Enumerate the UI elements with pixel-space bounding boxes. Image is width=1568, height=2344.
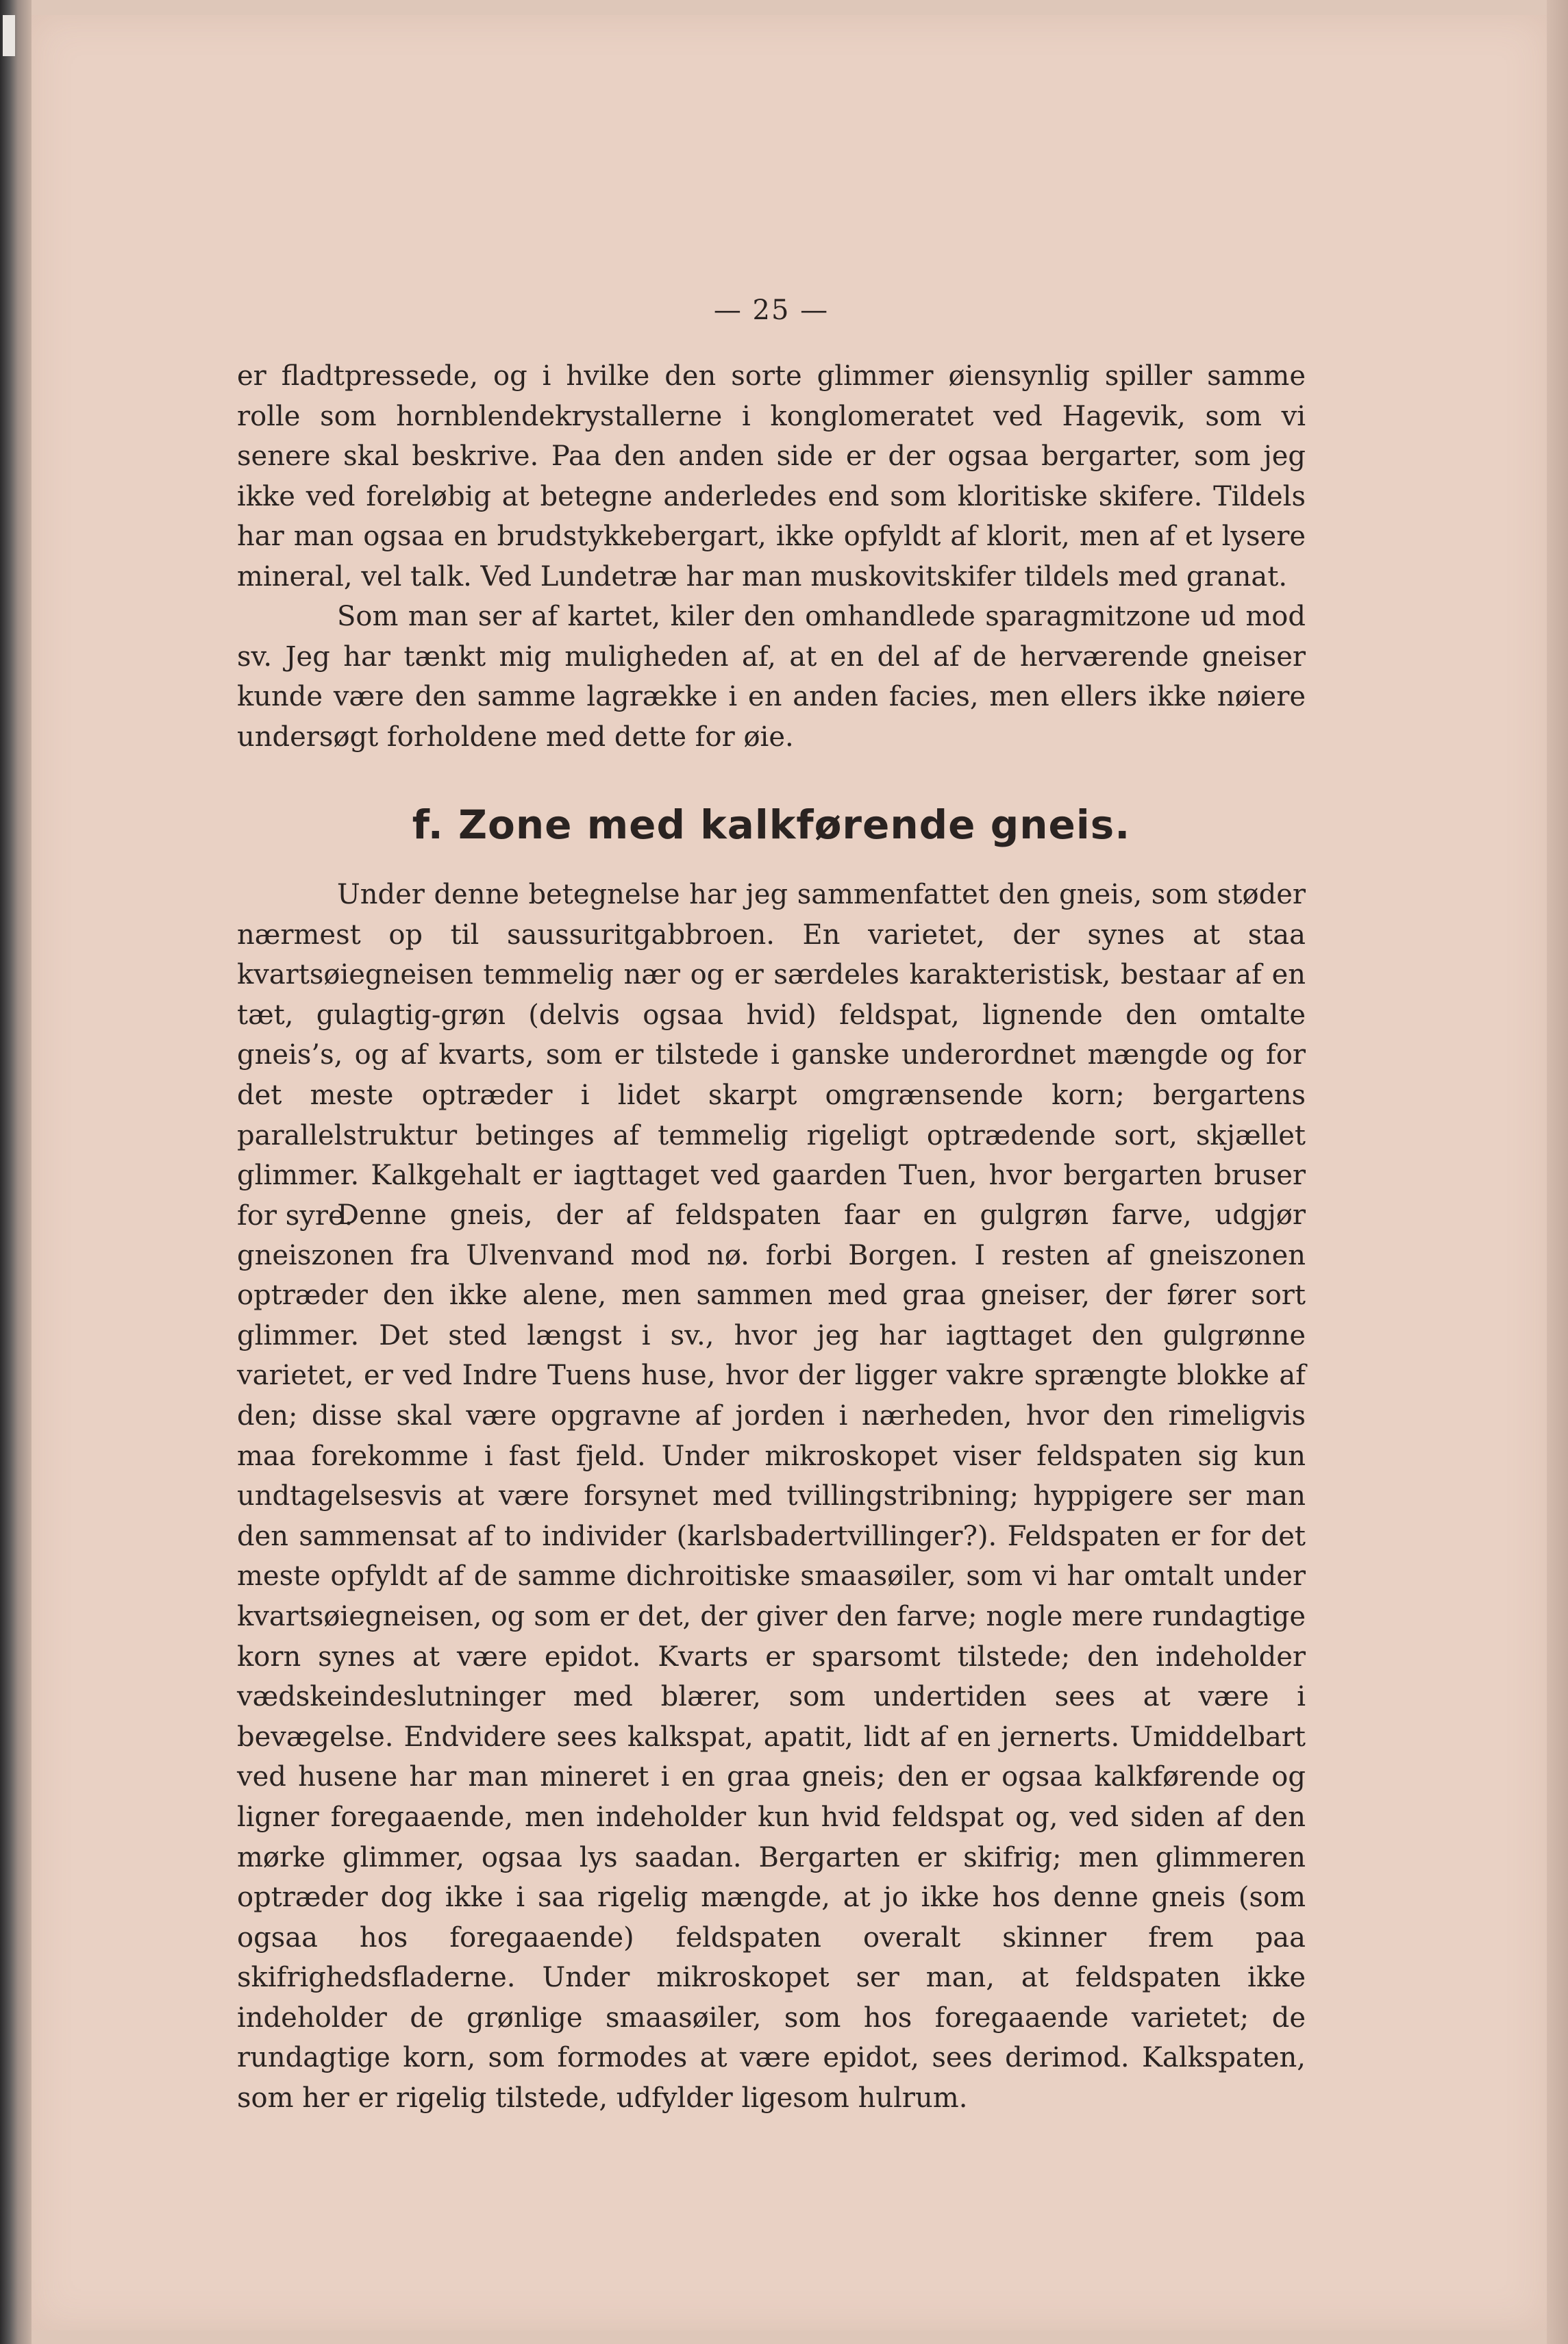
paragraph-gneis: Denne gneis, der af feldspaten faar en gulgrøn farve, udgjør gneiszonen fra Ulvenvand mod nø. forbi Borgen. I resten af gneiszonen optræder den ikke alene, men sammen med graa gneiser, der fører sort glimmer. Det sted længst i sv., hvor jeg har iagttaget den gulgrønne varietet, er ved Indre Tuens huse, hvor der ligger vakre sprængte blokke af den; disse skal være opgravne af jorden i nærheden, hvor den rimeligvis maa forekomme i fast fjeld. Under mikroskopet viser feldspaten sig kun undtagelsesvis at være forsynet med tvillingstribning; hyppigere ser man den sammensat af to individer (karlsbadertvillinger?). Feldspaten er for det meste opfyldt af de samme dichroitiske smaasøiler, som vi har omtalt under kvartsøiegneisen, og som er det, der giver den farve; nogle mere rundagtige korn synes at være epidot. Kvarts er sparsomt tilstede; den indeholder vædskeindeslutninger med blærer, som undertiden sees at være i bevægelse. Endvidere sees kalkspat, apatit, lidt af en jernerts. Umiddelbart ved husene har man mineret i en graa gneis; den er ogsaa kalkførende og ligner foregaaende, men indeholder kun hvid feldspat og, ved siden af den mørke glimmer, ogsaa lys saadan. Bergarten er skifrig; men glimmeren optræder dog ikke i saa rigelig mængde, at jo ikke hos denne gneis (som ogsaa hos foregaaende) feldspaten overalt skinner frem paa skifrighedsfladerne. Under mikroskopet ser man, at feldspaten ikke indeholder de grønlige smaasøiler, som hos foregaaende varietet; de rundagtige korn, som formodes at være epidot, sees derimod. Kalkspaten, som her er rigelig tilstede, udfylder ligesom hulrum. (237, 1199, 1306, 2115)
book-spine (0, 0, 32, 2344)
paragraph-betegnelse: Under denne betegnelse har jeg sammenfattet den gneis, som støder nærmest op til saussuritgabbroen. En varietet, der synes at staa kvartsøiegneisen temmelig nær og er særdeles karakteristisk, bestaar af en tæt, gulagtig-grøn (delvis ogsaa hvid) feldspat, lignende den omtalte gneis’s, og af kvarts, som er tilstede i ganske underordnet mængde og for det meste optræder i lidet skarpt omgrænsende korn; bergartens parallelstruktur betinges af temmelig rigeligt optrædende sort, skjællet glimmer. Kalkgehalt er iagttaget ved gaarden Tuen, hvor bergarten bruser for syre. (237, 879, 1306, 1232)
page-number: — 25 — (713, 295, 830, 326)
page-right-edge (1547, 0, 1568, 2344)
page-sheet (32, 15, 1547, 2330)
paragraph-continuation: er fladtpressede, og i hvilke den sorte glimmer øiensynlig spiller samme rolle som hornblendekrystallerne i konglomeratet ved Hagevik, som vi senere skal beskrive. Paa den anden side er der ogsaa bergarter, som jeg ikke ved foreløbig at betegne anderledes end som kloritiske skifere. Tildels har man ogsaa en brudstykkebergart, ikke opfyldt af klorit, men af et lysere mineral, vel talk. Ved Lundetræ har man muskovitskifer tildels med granat. (237, 360, 1306, 593)
paragraph-kartet: Som man ser af kartet, kiler den omhandlede sparagmitzone ud mod sv. Jeg har tænkt mig muligheden af, at en del af de herværende gneiser kunde være den samme lagrække i en anden facies, men ellers ikke nøiere undersøgt forholdene med dette for øie. (237, 601, 1306, 753)
section-heading: f. Zone med kalkførende gneis. (412, 801, 1131, 848)
spine-label (3, 15, 15, 56)
